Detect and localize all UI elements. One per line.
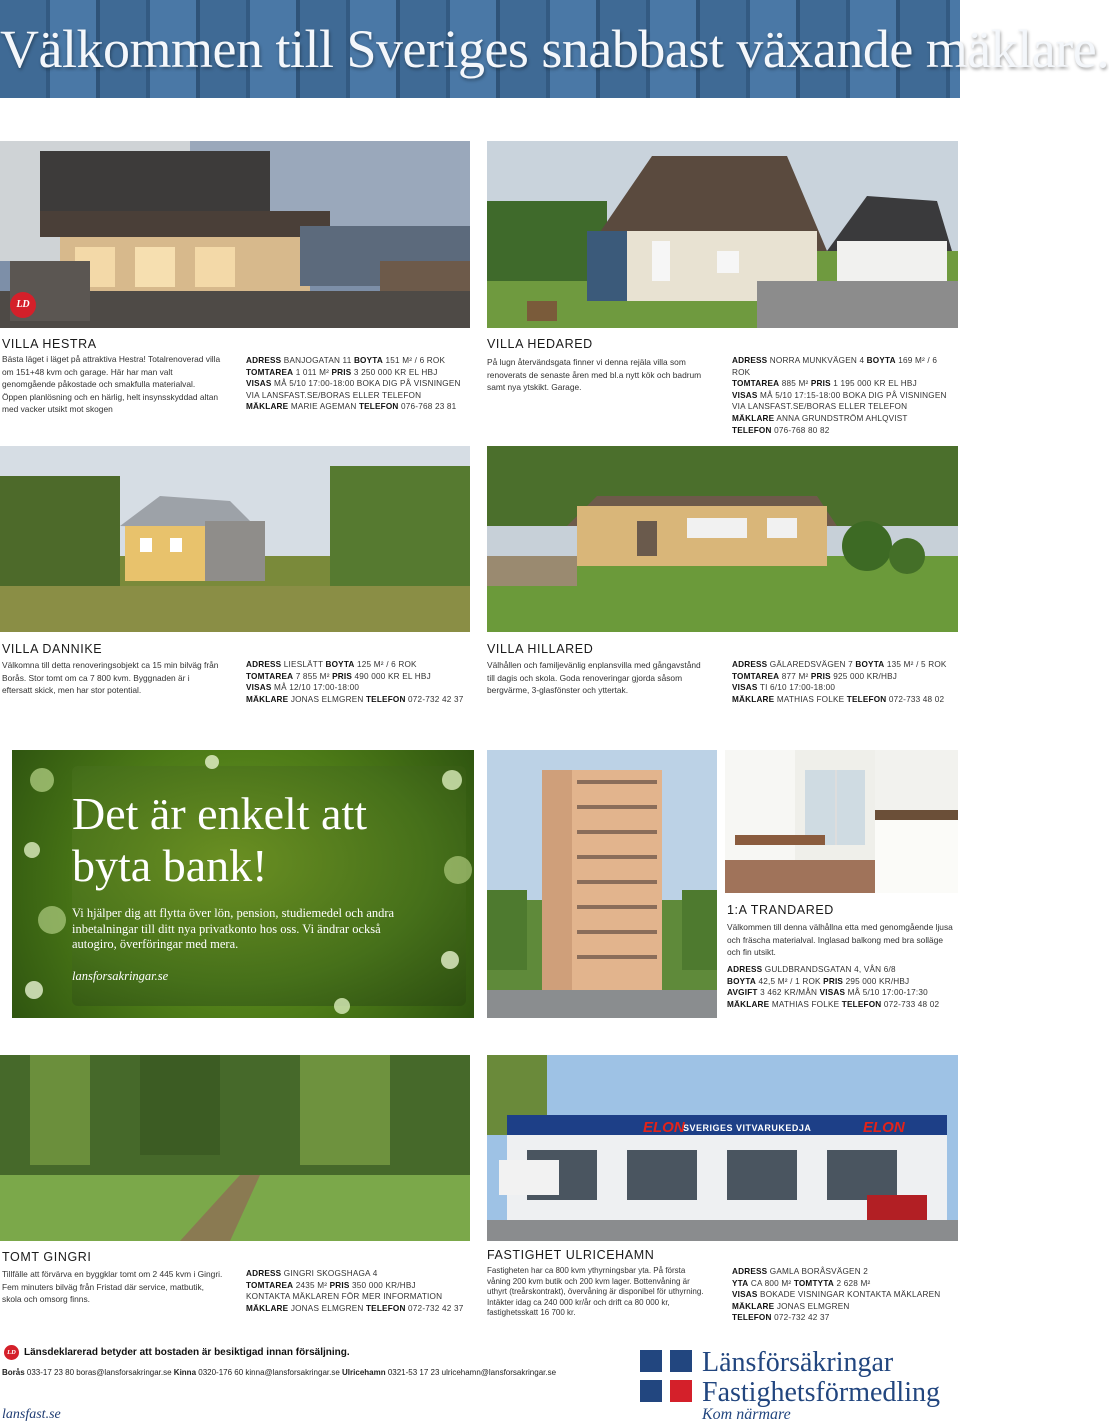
brand-tagline: Kom närmare xyxy=(702,1406,791,1423)
fact-key: PRIS xyxy=(810,671,831,681)
fact-key: MÄKLARE xyxy=(246,694,289,704)
fact-value: MATHIAS FOLKE xyxy=(774,694,847,704)
listing-description: Välkommen till denna välhållna etta med genomgående ljusa och fräscha materialval. Inglasad balkong med bra solläge och fin utsikt. xyxy=(727,922,953,958)
fact-line xyxy=(732,1289,954,1301)
fact-value: ANNA GRUNDSTRÖM AHLQVIST xyxy=(774,413,908,423)
fact-key: VISAS xyxy=(246,683,272,693)
ad-link[interactable]: lansforsakringar.se xyxy=(72,968,169,983)
photo-tomt-gingri xyxy=(0,1055,470,1241)
contact-info[interactable]: 0321-53 17 23 ulricehamn@lansforsakringar.se xyxy=(385,1368,557,1377)
fact-key: ADRESS xyxy=(246,356,282,365)
fact-value: NORRA MUNKVÄGEN 4 xyxy=(767,356,867,365)
ad-headline xyxy=(72,788,452,892)
fact-value: 076-768 80 82 xyxy=(771,425,830,435)
brand-subname: Fastighetsförmedling xyxy=(702,1377,940,1408)
fact-value: 072-733 48 02 xyxy=(886,694,945,704)
contact-info[interactable]: 033-17 23 80 boras@lansforsakringar.se xyxy=(24,1368,174,1377)
fact-value: 490 000 KR EL HBJ xyxy=(352,671,431,681)
fact-key: VISAS xyxy=(732,1290,758,1300)
fact-value: JONAS ELMGREN xyxy=(774,1301,850,1311)
ad-headline-line-1: Det är enkelt att xyxy=(72,788,368,839)
fact-key: BOYTA xyxy=(855,660,885,669)
listing-description: Tillfälle att förvärva en byggklar tomt om 2 445 kvm i Gingri. Fem minuters bilväg från Fristad där service, matbutik, skola och omsorg finns. xyxy=(2,1269,223,1305)
contact-office: Kinna xyxy=(173,1368,197,1377)
fact-key: MÄKLARE xyxy=(732,413,775,423)
fact-value: 072-733 48 02 xyxy=(881,999,940,1009)
fact-key: PRIS xyxy=(329,1280,350,1290)
fact-key: BOYTA xyxy=(727,976,757,986)
fact-value: TI 6/10 17:00-18:00 xyxy=(757,683,836,693)
fact-line xyxy=(732,671,954,683)
photo-kitchen xyxy=(725,750,958,893)
fact-key: TOMTAREA xyxy=(732,379,780,389)
fact-value: JONAS ELMGREN xyxy=(288,694,366,704)
ld-badge-small: LD xyxy=(4,1345,19,1360)
listing-facts xyxy=(246,659,474,705)
contact-office: Borås xyxy=(2,1368,25,1377)
fact-line xyxy=(732,694,954,706)
fact-value: 295 000 KR/HBJ xyxy=(843,976,910,986)
fact-key: TOMTAREA xyxy=(246,1280,294,1290)
fact-key: VISAS xyxy=(732,390,758,400)
fact-value: 877 M² xyxy=(779,671,811,681)
fact-line xyxy=(246,1291,474,1303)
fact-value: LIESLÄTT xyxy=(281,660,326,669)
fact-value: 151 M² / 6 ROK xyxy=(383,356,446,365)
fact-key: PRIS xyxy=(823,976,844,986)
photo-apartment-building xyxy=(487,750,717,1018)
fact-key: YTA xyxy=(732,1278,749,1288)
fact-line xyxy=(732,355,954,378)
footer-contacts xyxy=(2,1368,556,1377)
fact-value: GÄLAREDSVÄGEN 7 xyxy=(767,660,856,669)
listing-facts xyxy=(246,355,474,413)
fact-line xyxy=(727,999,955,1011)
fact-key: PRIS xyxy=(331,367,352,377)
fact-key: BOYTA xyxy=(353,356,383,365)
fact-line xyxy=(732,413,954,425)
photo-villa-hillared xyxy=(487,446,958,632)
elon-logo-right: ELON xyxy=(863,1119,905,1136)
fact-key: MÄKLARE xyxy=(246,402,289,412)
fact-key: TOMTAREA xyxy=(732,671,780,681)
fact-value: 7 855 M² xyxy=(293,671,333,681)
fact-line xyxy=(246,659,474,671)
fact-line xyxy=(246,367,474,379)
fact-key: BOYTA xyxy=(866,356,896,365)
footer-note: Länsdeklarerad betyder att bostaden är besiktigad innan försäljning. xyxy=(24,1347,350,1358)
photo-villa-dannike xyxy=(0,446,470,632)
fact-value: 072-732 42 37 xyxy=(405,694,464,704)
fact-value: 169 M² / 6 ROK xyxy=(732,356,938,377)
fact-value: 072-732 42 37 xyxy=(771,1313,830,1323)
listing-description: Bästa läget i läget på attraktiva Hestra! Totalrenoverad villa om 151+48 kvm och garage. Här har man valt genomgående påkostade och smakfulla materialval. Öppen planlösning och en härlig, helt insynsskyddad altan med vacker utsikt mot skogen xyxy=(2,354,221,415)
fact-value: MÅ 12/10 17:00-18:00 xyxy=(271,683,360,693)
photo-villa-hestra xyxy=(0,141,470,328)
fact-line xyxy=(246,378,474,401)
fact-line xyxy=(732,659,954,671)
fact-value: JONAS ELMGREN xyxy=(288,1303,366,1313)
fact-line xyxy=(727,987,955,999)
fact-key: AVGIFT xyxy=(727,988,758,998)
fact-value: GAMLA BORÅSVÄGEN 2 xyxy=(767,1267,869,1276)
fact-value: 3 462 KR/MÅN xyxy=(757,988,820,998)
elon-logo-left: ELON xyxy=(643,1119,685,1136)
listing-description: Fastigheten har ca 800 kvm ythyrningsbar yta. På första våning 200 kvm butik och 200 kvm lager. Bottenvåning är uthyrt (treårskontrakt), övervåning är disponibel för uthyrning. Intäkter idag ca 240 000 kr/år och drift ca 80 000 kr, fastighetsskatt 16 700 kr. xyxy=(487,1266,704,1318)
fact-value: 1 195 000 KR EL HBJ xyxy=(830,379,917,389)
contact-office: Ulricehamn xyxy=(342,1368,386,1377)
fact-key: TELEFON xyxy=(732,425,772,435)
ad-body xyxy=(72,906,412,984)
fact-value: 885 M² xyxy=(779,379,811,389)
ad-headline-line-2: byta bank! xyxy=(72,840,268,891)
fact-line xyxy=(246,671,474,683)
fact-value: 125 M² / 6 ROK xyxy=(354,660,417,669)
fact-key: VISAS xyxy=(732,683,758,693)
fact-line xyxy=(246,682,474,694)
fact-line xyxy=(727,964,955,976)
banner-title: Välkommen till Sveriges snabbast växande mäklare. xyxy=(0,19,1109,79)
photo-villa-hedared xyxy=(487,141,958,328)
fact-key: MÄKLARE xyxy=(246,1303,289,1313)
fact-value: CA 800 M² xyxy=(748,1278,794,1288)
fact-value: MARIE AGEMAN xyxy=(288,402,359,412)
fact-key: MÄKLARE xyxy=(732,694,775,704)
store-sign-text: SVERIGES VITVARUKEDJA xyxy=(683,1123,812,1133)
fact-line xyxy=(732,390,954,413)
fact-value: 1 011 M² xyxy=(293,367,332,377)
listing-facts xyxy=(732,659,954,705)
listing-description: På lugn återvändsgata finner vi denna rejäla villa som renoverats de senaste åren med bl.a nytt kök och badrum samt nya ytskikt. Garage. xyxy=(487,357,702,393)
fact-key: ADRESS xyxy=(727,965,763,974)
fact-value: 350 000 KR/HBJ xyxy=(349,1280,416,1290)
fact-key: MÄKLARE xyxy=(732,1301,775,1311)
listing-facts xyxy=(246,1268,474,1314)
fact-key: ADRESS xyxy=(732,1267,768,1276)
fact-key: TOMTAREA xyxy=(246,367,294,377)
fact-line xyxy=(732,1266,954,1278)
fact-key: TELEFON xyxy=(732,1313,772,1323)
fact-line xyxy=(732,1278,954,1290)
fact-line xyxy=(246,1303,474,1315)
fact-key: TOMTAREA xyxy=(246,671,294,681)
listing-description: Välhållen och familjevänlig enplansvilla med gångavstånd till dagis och skola. Goda renoveringar gjorda såsom bergvärme, 3-glasfönster och yttertak. xyxy=(487,660,701,696)
fact-key: PRIS xyxy=(332,671,353,681)
listing-facts xyxy=(732,355,954,436)
fact-key: VISAS xyxy=(246,379,272,389)
listing-title: VILLA HEDARED xyxy=(487,337,593,351)
fact-key: PRIS xyxy=(810,379,831,389)
listing-title: 1:A TRANDARED xyxy=(727,903,834,917)
fact-key: ADRESS xyxy=(246,1269,282,1278)
listing-facts xyxy=(732,1266,954,1324)
fact-key: VISAS xyxy=(819,988,846,998)
listing-facts xyxy=(727,964,955,1010)
listing-title: VILLA HESTRA xyxy=(2,337,97,351)
fact-value: 135 M² / 5 ROK xyxy=(884,660,947,669)
fact-value: KONTAKTA MÄKLAREN FÖR MER INFORMATION xyxy=(246,1292,443,1302)
fact-value: GINGRI SKOGSHAGA 4 xyxy=(281,1269,378,1278)
fact-value: BANJOGATAN 11 xyxy=(281,356,354,365)
fact-key: TELEFON xyxy=(358,402,399,412)
photo-fastighet-ulricehamn xyxy=(487,1055,958,1241)
fact-value: MÅ 5/10 17:00-17:30 xyxy=(845,988,928,998)
footer-site-link[interactable]: lansfast.se xyxy=(2,1407,61,1422)
fact-value: BOKADE VISNINGAR KONTAKTA MÄKLAREN xyxy=(757,1290,941,1300)
fact-key: ADRESS xyxy=(246,660,282,669)
fact-value: GULDBRANDSGATAN 4, VÅN 6/8 xyxy=(762,965,896,974)
fact-key: BOYTA xyxy=(325,660,355,669)
fact-key: TELEFON xyxy=(846,694,887,704)
contact-info[interactable]: 0320-176 60 kinna@lansforsakringar.se xyxy=(196,1368,343,1377)
fact-key: TELEFON xyxy=(365,1303,406,1313)
fact-line xyxy=(246,355,474,367)
fact-line xyxy=(732,425,954,437)
fact-line xyxy=(727,976,955,988)
fact-value: 2 628 M² xyxy=(834,1278,871,1288)
fact-key: TOMTYTA xyxy=(793,1278,835,1288)
listing-description: Välkomna till detta renoveringsobjekt ca 15 min bilväg från Borås. Stor tomt om ca 7 800 kvm. Byggnaden är i eftersatt skick, men har stor potential. xyxy=(2,660,219,696)
fact-value: 3 250 000 KR EL HBJ xyxy=(351,367,438,377)
ld-badge: LD xyxy=(10,292,36,318)
listing-title: FASTIGHET ULRICEHAMN xyxy=(487,1248,655,1262)
fact-key: ADRESS xyxy=(732,660,768,669)
listing-title: TOMT GINGRI xyxy=(2,1250,92,1264)
lansforsakringar-logo-icon xyxy=(640,1350,692,1402)
fact-line xyxy=(732,1301,954,1313)
ad-body-text: Vi hjälper dig att flytta över lön, pension, studiemedel och andra inbetalningar till ditt nya privatkonto hos oss. Vi ändrar också autogiro, överföringar med mera. xyxy=(72,906,395,951)
fact-value: 925 000 KR/HBJ xyxy=(830,671,898,681)
fact-value: MATHIAS FOLKE xyxy=(769,999,842,1009)
fact-line xyxy=(246,694,474,706)
fact-value: MÅ 5/10 17:00-18:00 BOKA DIG PÅ VISNINGEN VIA LANSFAST.SE/BORAS ELLER TELEFON xyxy=(246,379,461,400)
fact-value: 076-768 23 81 xyxy=(398,402,457,412)
fact-line xyxy=(246,401,474,413)
listing-title: VILLA DANNIKE xyxy=(2,642,103,656)
fact-key: MÄKLARE xyxy=(727,999,770,1009)
fact-line xyxy=(246,1268,474,1280)
fact-line xyxy=(732,682,954,694)
fact-value: 072-732 42 37 xyxy=(405,1303,464,1313)
fact-key: TELEFON xyxy=(841,999,882,1009)
brand-name: Länsförsäkringar xyxy=(702,1347,894,1378)
fact-line xyxy=(732,378,954,390)
fact-value: MÅ 5/10 17:15-18:00 BOKA DIG PÅ VISNINGEN VIA LANSFAST.SE/BORAS ELLER TELEFON xyxy=(732,390,947,412)
fact-line xyxy=(732,1312,954,1324)
fact-key: ADRESS xyxy=(732,356,768,365)
fact-value: 42,5 M² / 1 ROK xyxy=(756,976,824,986)
fact-key: TELEFON xyxy=(365,694,406,704)
fact-value: 2435 M² xyxy=(293,1280,330,1290)
listing-title: VILLA HILLARED xyxy=(487,642,594,656)
fact-line xyxy=(246,1280,474,1292)
